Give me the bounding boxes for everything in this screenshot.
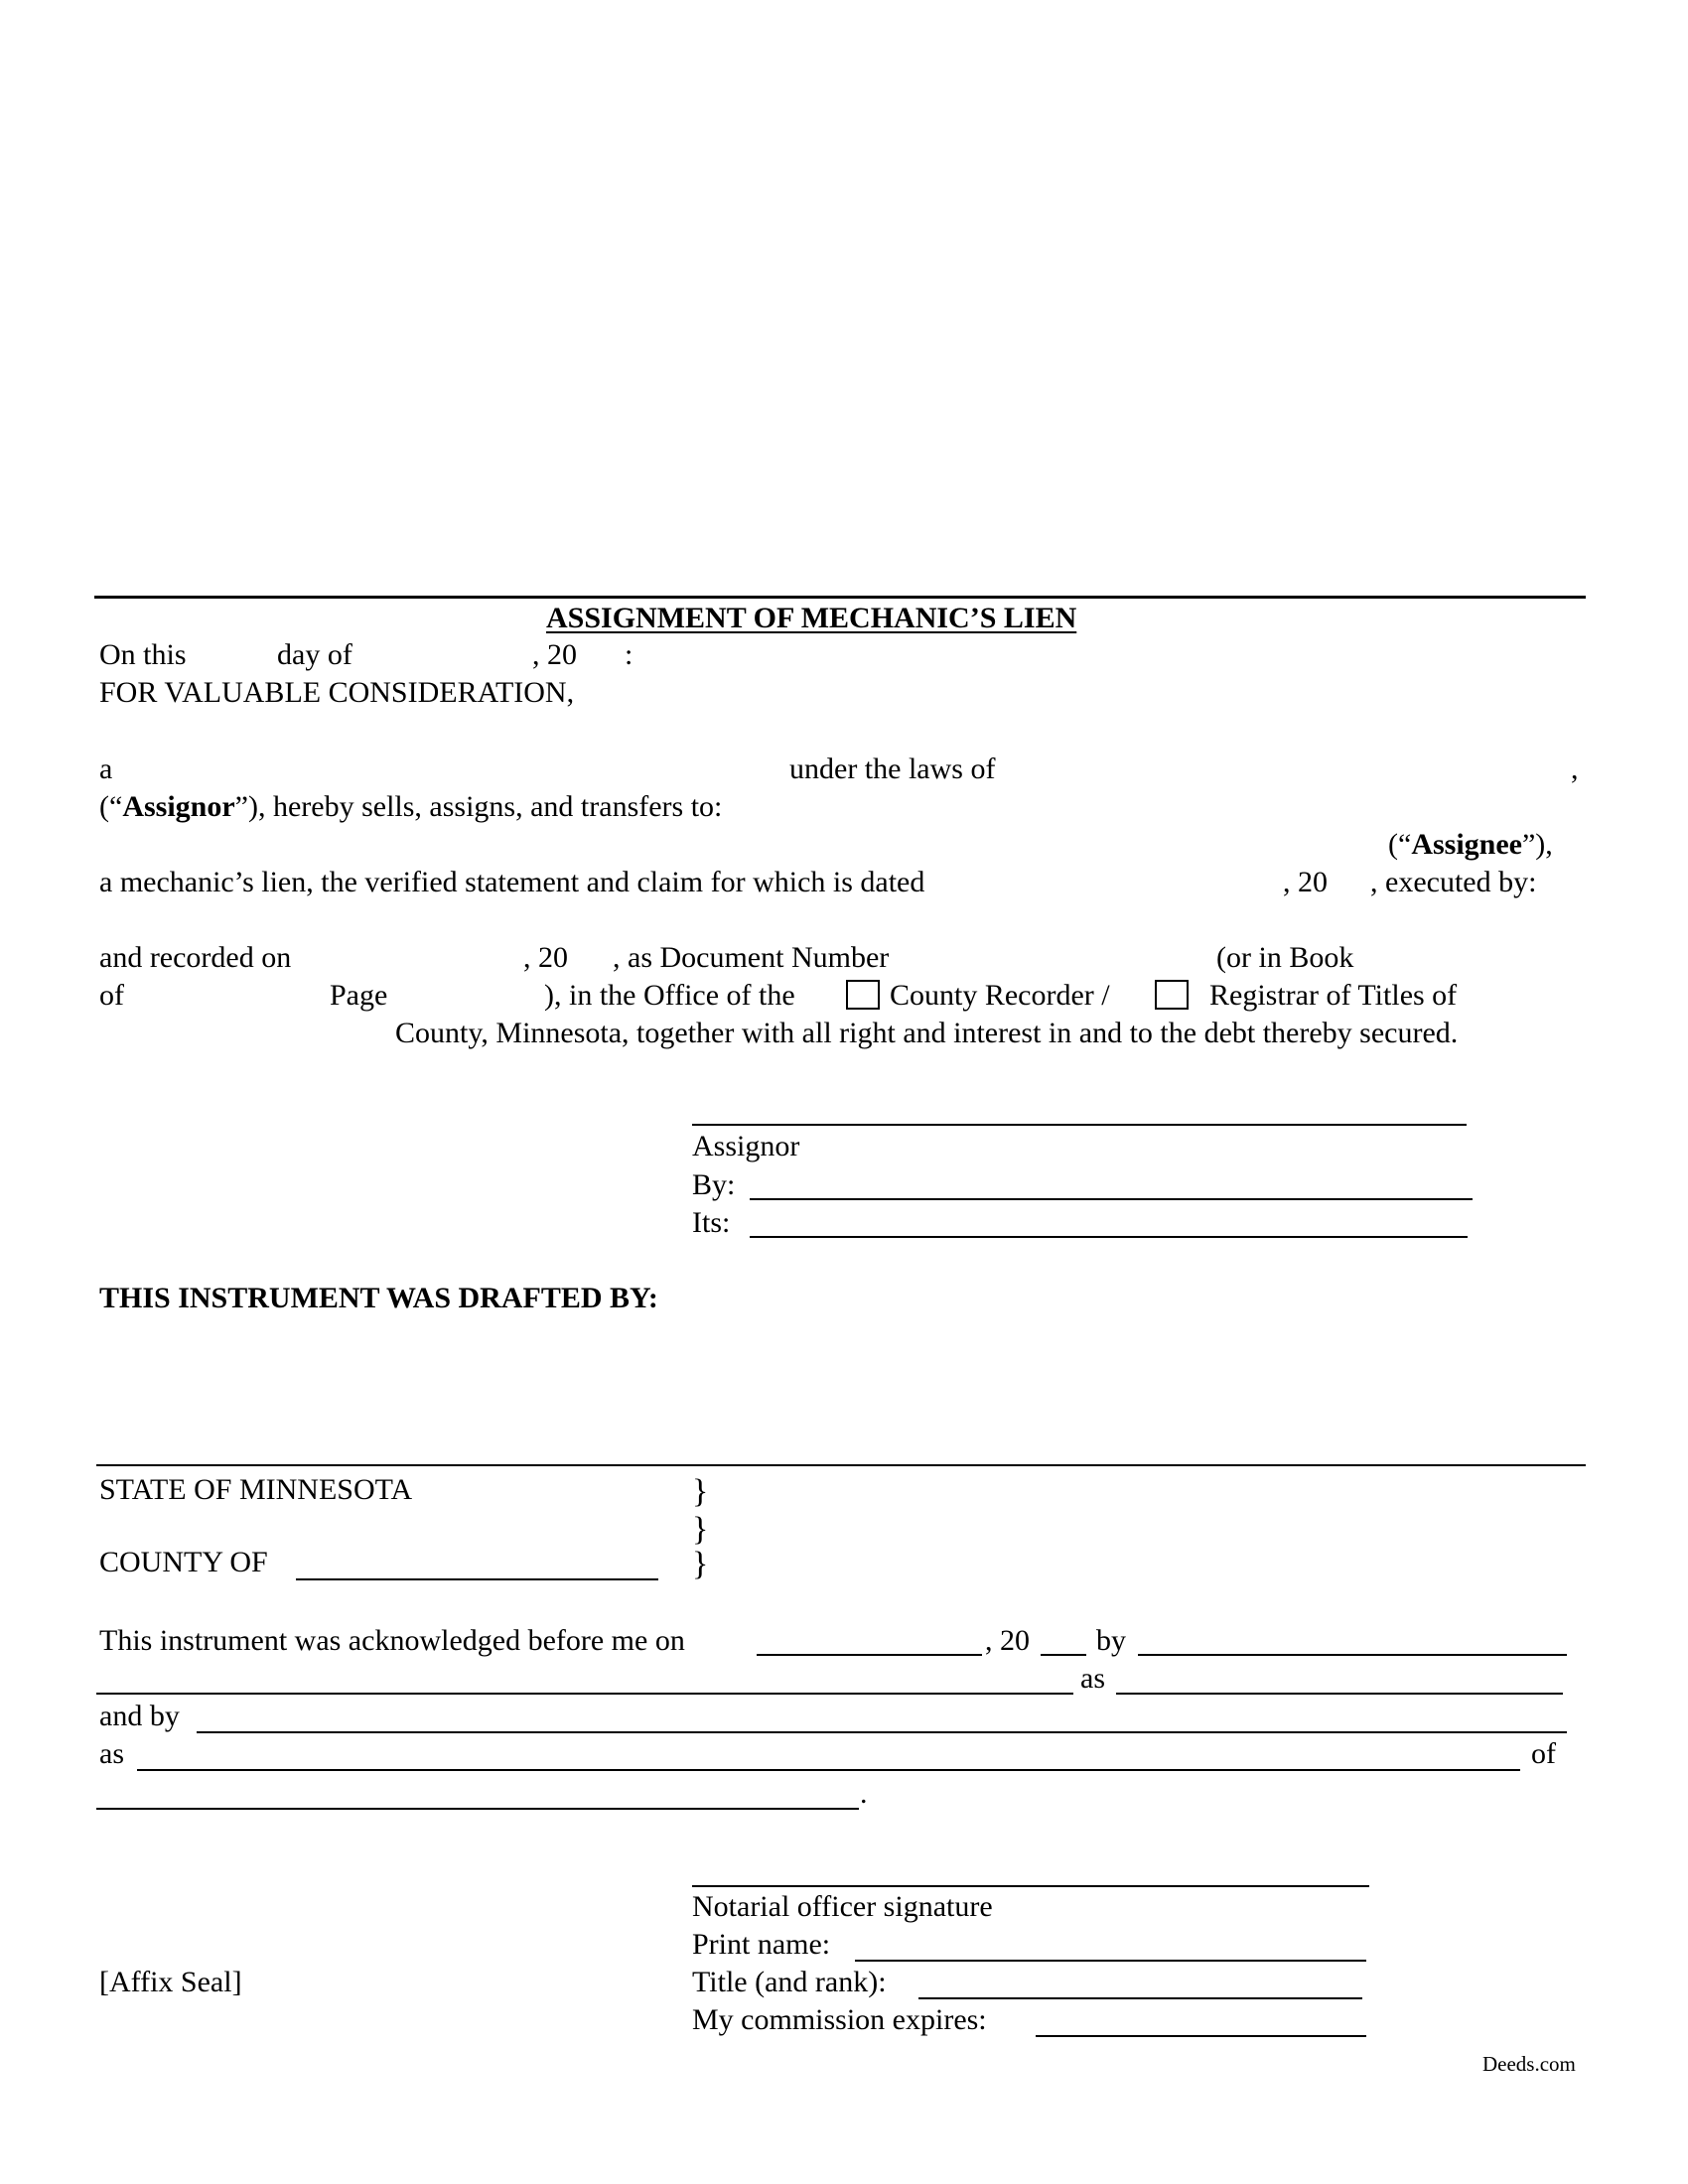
- day-of-label: day of: [277, 638, 352, 671]
- header-rule: [94, 596, 1586, 599]
- laws-comma: ,: [1571, 752, 1579, 785]
- registrar-checkbox[interactable]: [1155, 980, 1189, 1010]
- article-a: a: [99, 752, 113, 785]
- title-rank-label: Title (and rank):: [692, 1966, 887, 1998]
- consideration-text: FOR VALUABLE CONSIDERATION,: [99, 676, 575, 709]
- under-laws-label: under the laws of: [789, 752, 996, 785]
- on-this-label: On this: [99, 638, 187, 671]
- page-label: Page: [330, 979, 388, 1012]
- ack-year-prefix: , 20: [985, 1624, 1030, 1657]
- document-number-label: , as Document Number: [613, 941, 890, 974]
- and-by-label: and by: [99, 1700, 180, 1732]
- or-in-book-label: (or in Book: [1216, 941, 1354, 974]
- commission-line: [1036, 2035, 1366, 2037]
- book-of-label: of: [99, 979, 124, 1012]
- notary-signature-label: Notarial officer signature: [692, 1890, 993, 1923]
- signer-name-line: [96, 1693, 1073, 1695]
- second-signer-line: [197, 1731, 1567, 1733]
- print-name-label: Print name:: [692, 1928, 831, 1961]
- of-label: of: [1531, 1737, 1556, 1770]
- notary-separator: [96, 1464, 1586, 1466]
- its-label: Its:: [692, 1206, 731, 1239]
- assignee-open-quote: (“: [1388, 828, 1412, 861]
- title-rank-line: [918, 1997, 1362, 1999]
- assignee-term: Assignee: [1411, 828, 1522, 861]
- state-of-minnesota: STATE OF MINNESOTA: [99, 1473, 413, 1506]
- notary-signature-line: [692, 1885, 1369, 1887]
- affix-seal-label: [Affix Seal]: [99, 1966, 242, 1998]
- by-signature-line: [750, 1198, 1473, 1200]
- assignor-signature-label: Assignor: [692, 1130, 800, 1162]
- county-of-label: COUNTY OF: [99, 1546, 268, 1578]
- second-capacity-line: [137, 1769, 1520, 1771]
- entity-name-line: [96, 1808, 859, 1810]
- signer-capacity-line: [1116, 1693, 1563, 1695]
- as-label-2: as: [99, 1737, 124, 1770]
- assignor-open-quote: (“: [99, 790, 123, 823]
- ack-by-label: by: [1096, 1624, 1126, 1657]
- ack-date-line: [757, 1654, 982, 1656]
- lien-statement-text: a mechanic’s lien, the verified statement and claim for which is dated: [99, 866, 925, 898]
- recorded-year-prefix: , 20: [523, 941, 568, 974]
- drafted-by-heading: THIS INSTRUMENT WAS DRAFTED BY:: [99, 1282, 658, 1314]
- assignor-transfer-text: ”), hereby sells, assigns, and transfers to:: [234, 790, 723, 823]
- assignor-signature-line: [692, 1124, 1467, 1126]
- county-minnesota-text: County, Minnesota, together with all right and interest in and to the debt thereby secured.: [395, 1017, 1459, 1049]
- its-title-line: [750, 1236, 1468, 1238]
- recorded-on-label: and recorded on: [99, 941, 292, 974]
- venue-brace-2: }: [692, 1511, 709, 1548]
- intro-colon: :: [625, 638, 633, 671]
- assignor-term: Assignor: [122, 790, 235, 823]
- entity-period: .: [860, 1777, 868, 1810]
- assignee-definition: [1388, 830, 1553, 860]
- office-of-label: ), in the Office of the: [544, 979, 795, 1012]
- assignee-close-quote: ”),: [1521, 828, 1553, 861]
- assignor-definition: [99, 792, 722, 822]
- lien-year-prefix: , 20: [1283, 866, 1328, 898]
- county-recorder-checkbox[interactable]: [846, 980, 880, 1010]
- document-title: ASSIGNMENT OF MECHANIC’S LIEN: [546, 602, 1077, 634]
- print-name-line: [855, 1960, 1366, 1962]
- footer-brand: Deeds.com: [1482, 2052, 1576, 2076]
- year-prefix: , 20: [532, 638, 577, 671]
- commission-label: My commission expires:: [692, 2003, 987, 2036]
- as-label-1: as: [1080, 1662, 1105, 1695]
- ack-name-line: [1138, 1654, 1567, 1656]
- venue-brace-1: }: [692, 1473, 709, 1510]
- county-name-line: [296, 1578, 658, 1580]
- registrar-label: Registrar of Titles of: [1209, 979, 1458, 1012]
- ack-year-line: [1041, 1654, 1086, 1656]
- venue-brace-3: }: [692, 1546, 709, 1582]
- county-recorder-label: County Recorder /: [890, 979, 1110, 1012]
- executed-by-text: , executed by:: [1370, 866, 1537, 898]
- by-label: By:: [692, 1168, 736, 1201]
- acknowledged-text: This instrument was acknowledged before me on: [99, 1624, 685, 1657]
